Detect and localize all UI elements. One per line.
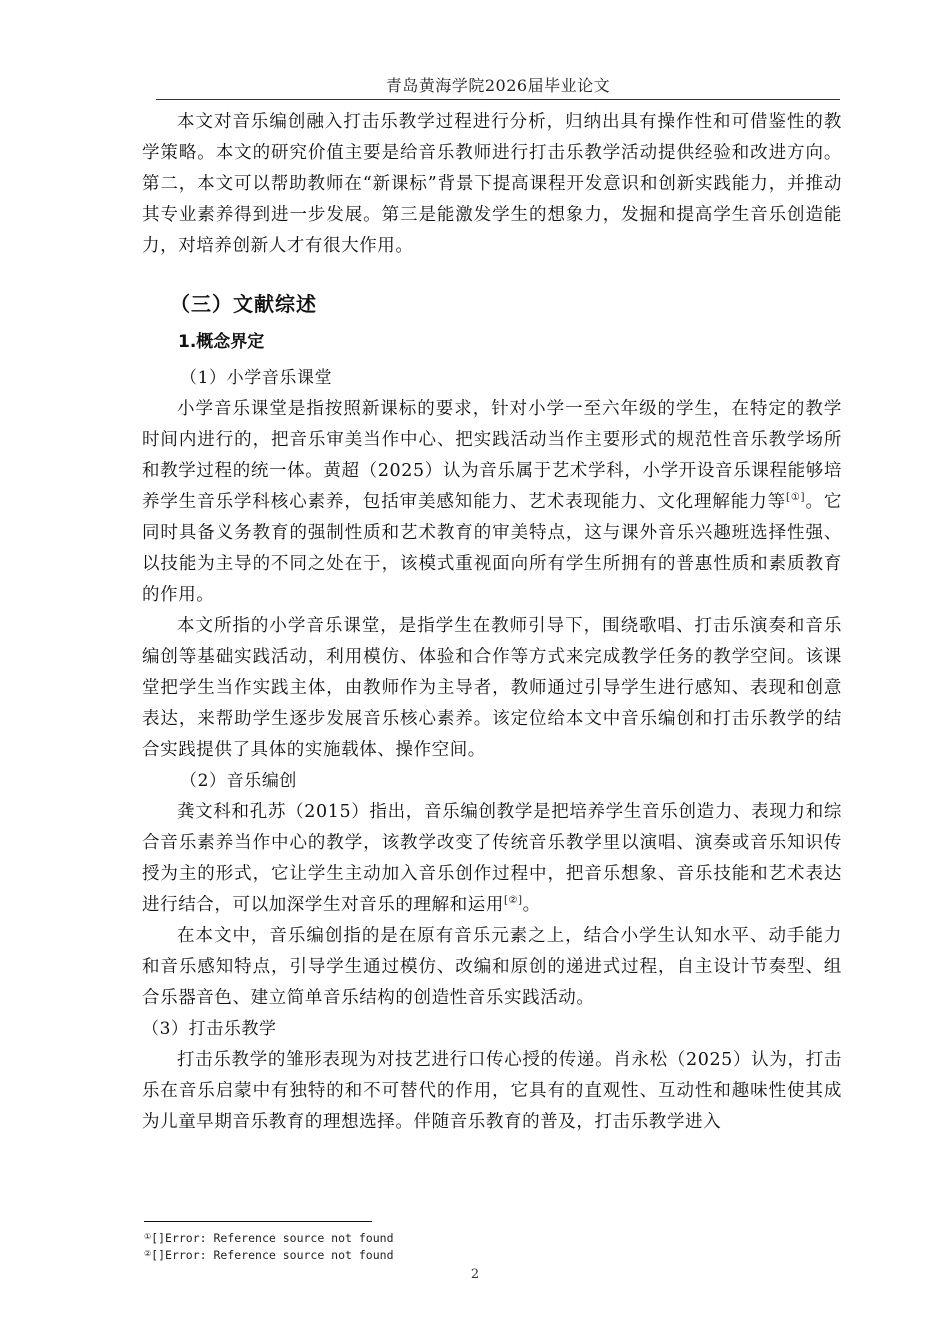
paragraph-music-composition-scope: 在本文中，音乐编创指的是在原有音乐元素之上，结合小学生认知水平、动手能力和音乐感知特点，引导学生通过模仿、改编和原创的递进式过程，自主设计节奏型、组合乐器音色、建立简单音乐结构的创造性音乐实践活动。 [142, 926, 842, 1008]
section-heading-literature-review: （三）文献综述 [170, 292, 317, 316]
heading-percussion-teaching: （3）打击乐教学 [142, 1019, 277, 1039]
paragraph-text: 。 [522, 895, 541, 915]
paragraph-music-composition-definition [142, 797, 842, 921]
paragraph-primary-music-class-definition [142, 394, 842, 611]
paragraph-percussion-teaching: 打击乐教学的雏形表现为对技艺进行口传心授的传递。肖永松（2025）认为，打击乐在音乐启蒙中有独特的和不可替代的作用，它具有的直观性、互动性和趣味性使其成为儿童早期音乐教育的理想选择。伴随音乐教育的普及，打击乐教学进入 [142, 1050, 842, 1132]
running-header: 青岛黄海学院2026届毕业论文 [385, 76, 611, 95]
footnotes [144, 1229, 644, 1263]
heading-music-composition: （2）音乐编创 [180, 771, 298, 791]
footnote-text: []Error: Reference source not found [151, 1248, 394, 1262]
citation-ref-1[interactable]: [①] [786, 492, 806, 503]
footnote-text: []Error: Reference source not found [151, 1231, 394, 1245]
paragraph-text: 龚文科和孔苏（2015）指出，音乐编创教学是把培养学生音乐创造力、表现力和综合音乐素养当作中心的教学，该教学改变了传统音乐教学里以演唱、演奏或音乐知识传授为主的形式，它让学生主动加入音乐创作过程中，把音乐想象、音乐技能和艺术表达进行结合，可以加深学生对音乐的理解和运用 [142, 802, 842, 915]
subsection-heading-concepts: 1.概念界定 [178, 332, 265, 352]
footnote-item [144, 1246, 644, 1263]
paragraph-text: 小学音乐课堂是指按照新课标的要求，针对小学一至六年级的学生，在特定的教学时间内进行的，把音乐审美当作中心、把实践活动当作主要形式的规范性音乐教学场所和教学过程的统一体。黄超（2025）认为音乐属于艺术学科，小学开设音乐课程能够培养学生音乐学科核心素养，包括审美感知能力、艺术表现能力、文化理解能力等 [142, 399, 842, 512]
heading-primary-music-class: （1）小学音乐课堂 [180, 368, 333, 388]
citation-ref-2[interactable]: [②] [504, 895, 523, 906]
footnote-mark: ② [144, 1249, 152, 1258]
footnote-mark: ① [144, 1232, 152, 1241]
paragraph-text: 。它同时具备义务教育的强制性质和艺术教育的审美特点，这与课外音乐兴趣班选择性强、以技能为主导的不同之处在于，该模式重视面向所有学生所拥有的普惠性质和素质教育的作用。 [142, 492, 842, 605]
paragraph-primary-music-class-scope: 本文所指的小学音乐课堂，是指学生在教师引导下，围绕歌唱、打击乐演奏和音乐编创等基础实践活动，利用模仿、体验和合作等方式来完成教学任务的教学空间。该课堂把学生当作实践主体，由教师作为主导者，教师通过引导学生进行感知、表现和创意表达，来帮助学生逐步发展音乐核心素养。该定位给本文中音乐编创和打击乐教学的结合实践提供了具体的实施载体、操作空间。 [142, 616, 842, 760]
footnote-rule [144, 1221, 372, 1222]
header-rule [156, 99, 840, 100]
page-number: 2 [470, 1267, 480, 1282]
footnote-item [144, 1229, 644, 1246]
main-text [142, 103, 842, 1138]
paragraph-research-value: 本文对音乐编创融入打击乐教学过程进行分析，归纳出具有操作性和可借鉴性的教学策略。本文的研究价值主要是给音乐教师进行打击乐教学活动提供经验和改进方向。第二，本文可以帮助教师在“新课标”背景下提高课程开发意识和创新实践能力，并推动其专业素养得到进一步发展。第三是能激发学生的想象力，发掘和提高学生音乐创造能力，对培养创新人才有很大作用。 [142, 112, 842, 256]
